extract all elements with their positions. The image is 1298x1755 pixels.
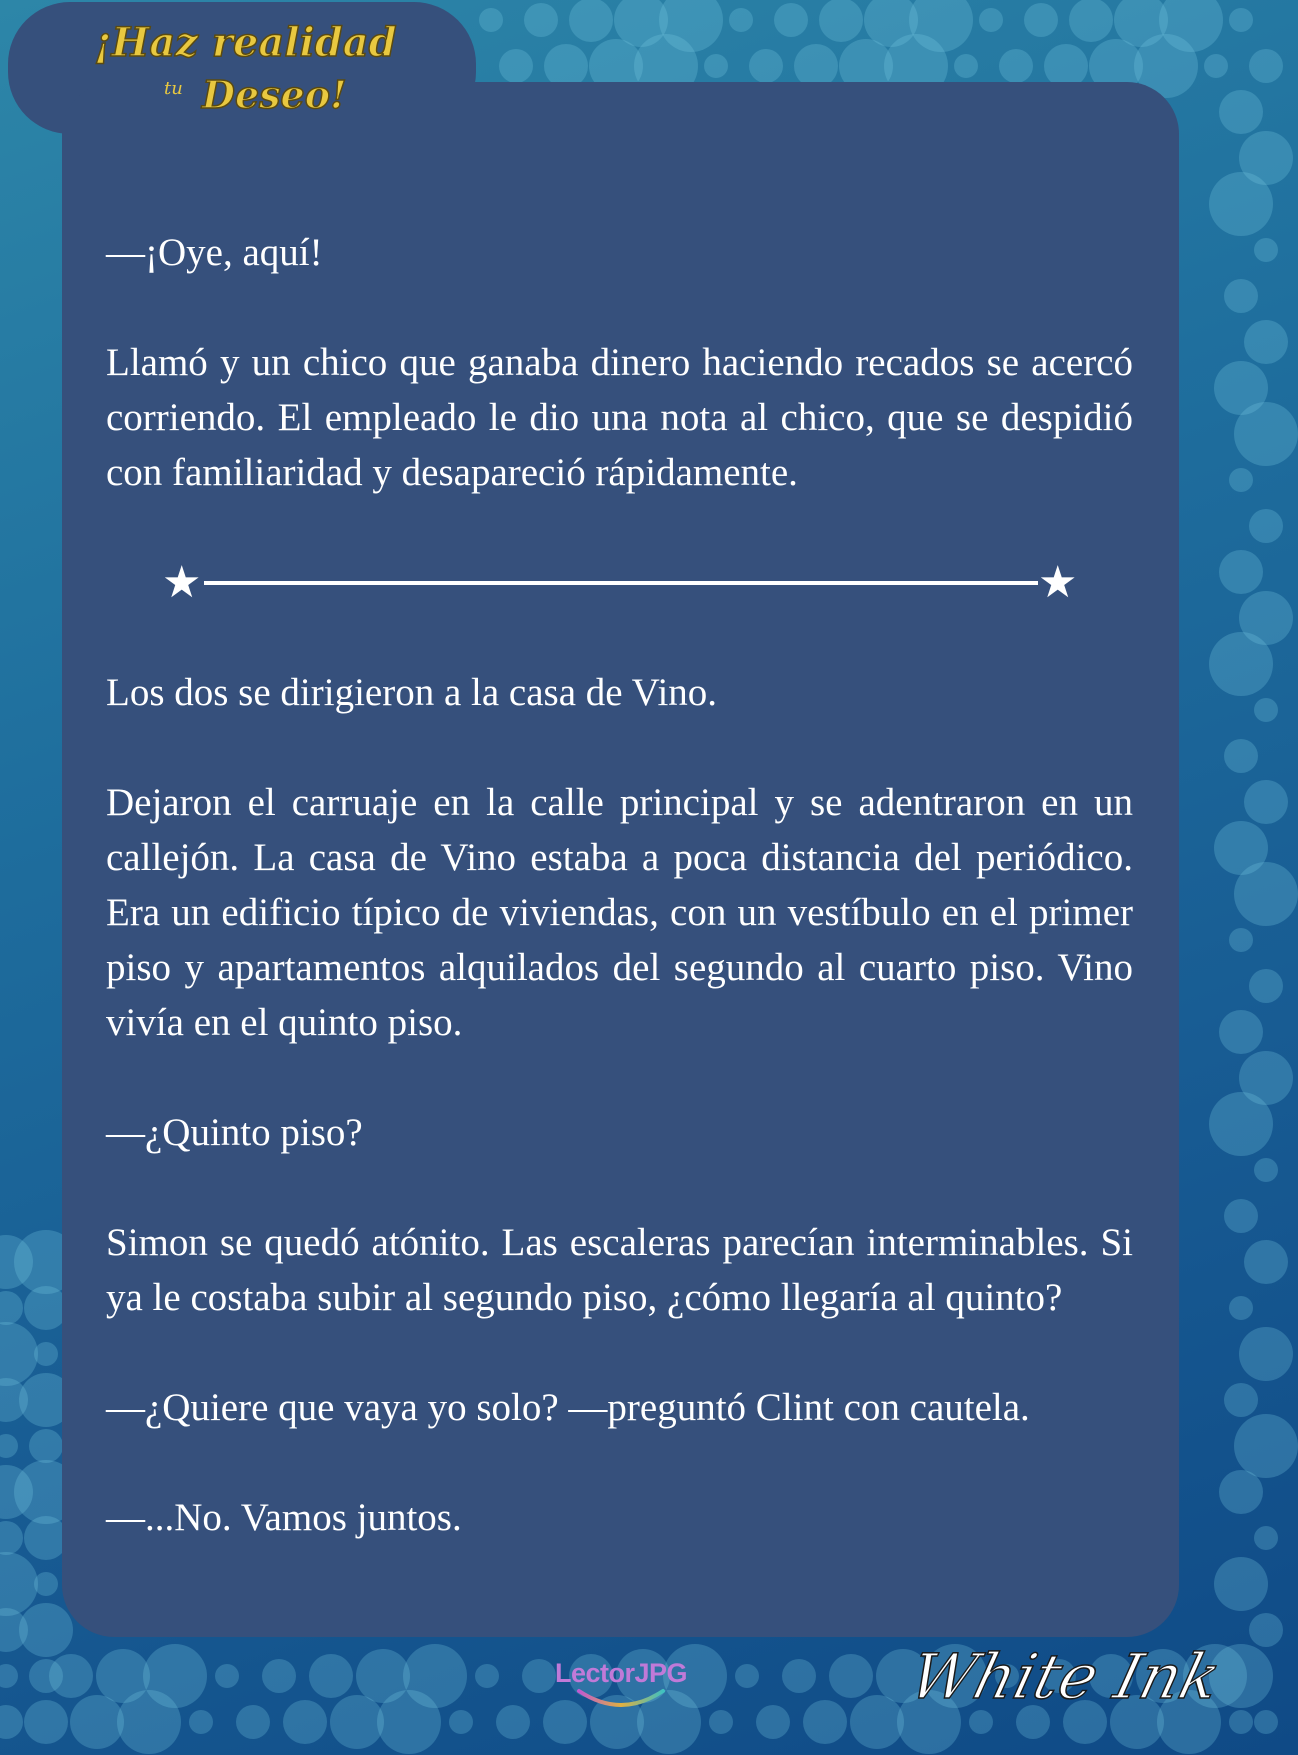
background-dot xyxy=(569,0,613,42)
logo-line1: ¡Haz realidad xyxy=(94,19,397,66)
background-dot xyxy=(1249,509,1283,543)
background-dot xyxy=(1254,1526,1278,1550)
background-dot xyxy=(19,1603,73,1657)
background-dot xyxy=(496,1705,530,1739)
background-dot xyxy=(117,1690,181,1754)
background-dot xyxy=(1234,402,1298,466)
background-dot xyxy=(189,1710,213,1734)
background-dot xyxy=(1234,1414,1298,1478)
background-dot xyxy=(1204,54,1228,78)
header-logo xyxy=(90,8,397,128)
background-dot xyxy=(1244,780,1288,824)
background-dot xyxy=(999,49,1033,83)
background-dot xyxy=(756,1705,790,1739)
background-dot xyxy=(729,8,753,32)
scene-divider xyxy=(106,555,1133,610)
background-dot xyxy=(1209,172,1273,236)
background-dot xyxy=(704,54,728,78)
signature xyxy=(902,1612,1228,1732)
background-dot xyxy=(1229,1296,1253,1320)
background-dot xyxy=(1219,550,1263,594)
background-dot xyxy=(1219,90,1263,134)
background-dot xyxy=(449,1710,473,1734)
paragraph: Dejaron el carruaje en la calle principal y se adentraron en un callejón. La casa de Vino estaba a poca distancia del periódico. Era un edificio típico de viviendas, con un vestíbulo en el primer piso y apartamentos alquilados del segundo al cuarto piso. Vino vivía en el quinto piso. xyxy=(106,781,1133,1044)
background-dot xyxy=(1229,468,1253,492)
watermark-text: LectorJPG xyxy=(554,1658,688,1688)
background-dot xyxy=(1244,1240,1288,1284)
background-dot xyxy=(1254,238,1278,262)
background-dot xyxy=(1249,969,1283,1003)
background-dot xyxy=(499,49,533,83)
background-dot xyxy=(215,1664,239,1688)
background-dot xyxy=(1224,1199,1258,1233)
paragraph: Simon se quedó atónito. Las escaleras parecían interminables. Si ya le costaba subir al segundo piso, ¿cómo llegaría al quinto? xyxy=(106,1221,1133,1319)
background-dot xyxy=(262,1659,296,1693)
background-dot xyxy=(1224,279,1258,313)
background-dot xyxy=(377,1690,441,1754)
background-dot xyxy=(309,1654,353,1698)
background-dot xyxy=(524,3,558,37)
background-dot xyxy=(1209,632,1273,696)
background-dot xyxy=(29,1429,63,1463)
background-dot xyxy=(850,1695,904,1749)
divider-line xyxy=(204,581,1038,585)
background-dot xyxy=(1249,1613,1283,1647)
background-dot xyxy=(283,1700,327,1744)
background-dot xyxy=(34,1572,58,1596)
paragraph: —...No. Vamos juntos. xyxy=(106,1496,462,1539)
background-dot xyxy=(1254,1158,1278,1182)
background-dot xyxy=(819,0,863,42)
paragraph: —¿Quinto piso? xyxy=(106,1111,363,1154)
smile-icon xyxy=(571,1685,671,1711)
paragraph: —¡Oye, aquí! xyxy=(106,231,323,274)
background-dot xyxy=(774,3,808,37)
background-dot xyxy=(735,1664,759,1688)
background-dot xyxy=(1069,0,1113,42)
background-dot xyxy=(1224,739,1258,773)
background-dot xyxy=(979,8,1003,32)
background-dot xyxy=(1254,698,1278,722)
background-dot xyxy=(1209,1092,1273,1156)
star-icon: ★ xyxy=(162,557,202,608)
background-dot xyxy=(1024,3,1058,37)
background-dot xyxy=(0,1664,18,1688)
story-text xyxy=(106,225,1133,1545)
background-dot xyxy=(1229,8,1253,32)
paragraph: Los dos se dirigieron a la casa de Vino. xyxy=(106,671,718,714)
background-dot xyxy=(70,1695,124,1749)
paragraph: —¿Quiere que vaya yo solo? —preguntó Clint con cautela. xyxy=(106,1386,1030,1429)
background-dot xyxy=(24,1700,68,1744)
background-dot xyxy=(1254,1710,1278,1734)
background-dot xyxy=(1224,1383,1258,1417)
star-icon: ★ xyxy=(1038,557,1078,608)
paragraph: Llamó y un chico que ganaba dinero haciendo recados se acercó corriendo. El empleado le dio una nota al chico, que se despidió con familiaridad y desapareció rápidamente. xyxy=(106,341,1133,494)
background-dot xyxy=(954,54,978,78)
background-dot xyxy=(1229,1710,1253,1734)
logo-line2: Deseo! xyxy=(202,72,347,117)
background-dot xyxy=(782,1659,816,1693)
background-dot xyxy=(749,49,783,83)
background-dot xyxy=(34,1342,58,1366)
background-dot xyxy=(709,1710,733,1734)
background-dot xyxy=(0,1291,23,1325)
background-dot xyxy=(0,1521,23,1555)
background-dot xyxy=(1234,862,1298,926)
background-dot xyxy=(475,1664,499,1688)
background-dot xyxy=(330,1695,384,1749)
background-dot xyxy=(1219,1470,1263,1514)
logo-line2-small: tu xyxy=(164,78,183,99)
background-dot xyxy=(1219,1010,1263,1054)
background-dot xyxy=(0,1705,23,1739)
background-dot xyxy=(829,1654,873,1698)
background-dot xyxy=(1249,49,1283,83)
lectorjpg-watermark xyxy=(548,1658,694,1728)
background-dot xyxy=(236,1705,270,1739)
background-dot xyxy=(1239,1327,1293,1381)
background-dot xyxy=(1214,1557,1268,1611)
background-dot xyxy=(0,1434,18,1458)
background-dot xyxy=(803,1700,847,1744)
background-dot xyxy=(1229,928,1253,952)
signature-text: White Ink xyxy=(902,1640,1228,1713)
background-dot xyxy=(1244,320,1288,364)
background-dot xyxy=(49,1654,93,1698)
background-dot xyxy=(479,8,503,32)
